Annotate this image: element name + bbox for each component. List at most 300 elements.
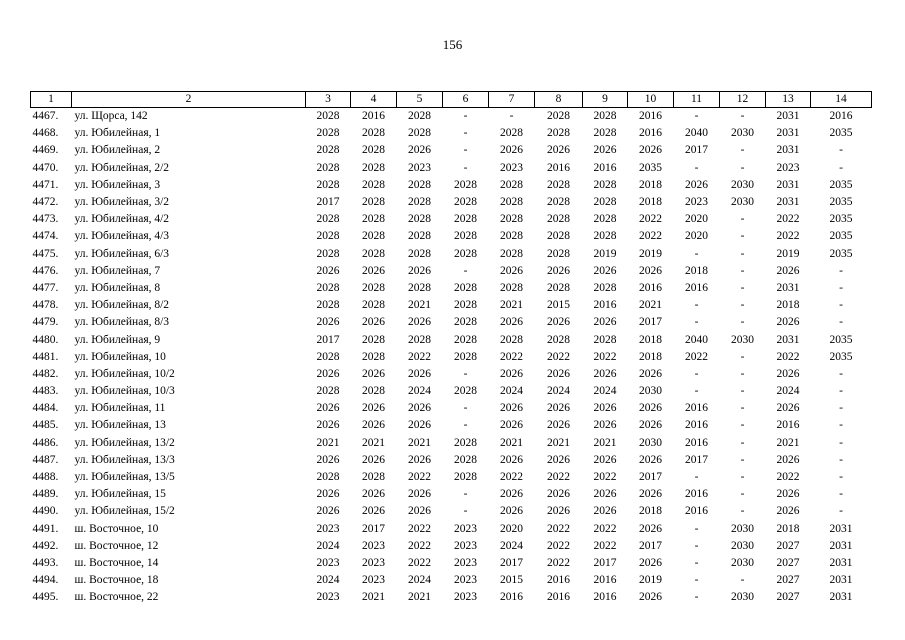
year-cell: 2027 xyxy=(776,556,800,569)
column-header-2: 2 xyxy=(72,92,306,108)
year-cell: 2026 xyxy=(593,402,617,415)
year-cell: 2030 xyxy=(731,591,754,604)
year-cell: - xyxy=(463,505,468,518)
column-header-3: 3 xyxy=(306,92,351,108)
year-cell: 2028 xyxy=(408,110,431,123)
table-row xyxy=(31,314,872,331)
year-cell: - xyxy=(839,264,843,277)
year-cell: 2026 xyxy=(316,402,340,415)
year-cell: - xyxy=(740,110,745,123)
address-cell: ул. Юбилейная, 3/2 xyxy=(74,196,170,209)
row-number: 4486. xyxy=(32,436,59,449)
year-cell: - xyxy=(694,367,699,380)
table-row xyxy=(31,263,872,280)
year-cell: - xyxy=(839,453,843,466)
year-cell: 2015 xyxy=(500,574,523,587)
year-cell: 2026 xyxy=(639,522,662,535)
table-row xyxy=(31,228,872,245)
year-cell: 2035 xyxy=(829,247,853,260)
year-cell: - xyxy=(740,367,745,380)
row-number: 4494. xyxy=(32,574,59,587)
year-cell: - xyxy=(839,316,843,329)
data-table xyxy=(30,91,872,606)
table-row xyxy=(31,125,872,142)
year-cell: 2019 xyxy=(639,574,662,587)
row-number: 4480. xyxy=(32,333,59,346)
year-cell: 2017 xyxy=(639,539,662,552)
year-cell: 2028 xyxy=(362,178,385,191)
year-cell: 2021 xyxy=(408,436,431,449)
year-cell: 2024 xyxy=(500,385,523,398)
year-cell: 2026 xyxy=(500,488,523,501)
year-cell: 2028 xyxy=(362,144,385,157)
year-cell: 2028 xyxy=(316,127,340,140)
year-cell: 2028 xyxy=(408,127,431,140)
year-cell: 2024 xyxy=(408,574,431,587)
year-cell: - xyxy=(694,591,699,604)
column-header-4: 4 xyxy=(351,92,397,108)
year-cell: - xyxy=(694,522,699,535)
year-cell: 2028 xyxy=(593,127,617,140)
year-cell: 2017 xyxy=(685,453,708,466)
year-cell: 2031 xyxy=(776,281,800,294)
table-row xyxy=(31,246,872,263)
row-number: 4495. xyxy=(32,591,59,604)
year-cell: 2021 xyxy=(408,591,431,604)
table-row xyxy=(31,503,872,520)
year-cell: 2028 xyxy=(547,196,570,209)
year-cell: 2028 xyxy=(362,230,385,243)
year-cell: 2035 xyxy=(829,213,853,226)
year-cell: 2023 xyxy=(776,161,800,174)
year-cell: 2026 xyxy=(776,264,800,277)
year-cell: 2024 xyxy=(547,385,570,398)
year-cell: 2026 xyxy=(547,144,570,157)
year-cell: 2022 xyxy=(776,213,800,226)
column-header-1: 1 xyxy=(31,92,72,108)
year-cell: - xyxy=(740,471,745,484)
year-cell: - xyxy=(839,488,843,501)
year-cell: 2028 xyxy=(547,281,570,294)
year-cell: 2016 xyxy=(547,574,570,587)
year-cell: 2031 xyxy=(829,539,853,552)
year-cell: 2028 xyxy=(316,230,340,243)
year-cell: 2022 xyxy=(685,350,708,363)
year-cell: - xyxy=(740,144,745,157)
table-row xyxy=(31,211,872,228)
year-cell: 2017 xyxy=(500,556,523,569)
year-cell: 2026 xyxy=(776,488,800,501)
address-cell: ш. Восточное, 10 xyxy=(74,522,159,535)
table-row xyxy=(31,160,872,177)
year-cell: 2022 xyxy=(408,350,431,363)
year-cell: 2016 xyxy=(639,281,662,294)
year-cell: 2026 xyxy=(639,144,662,157)
year-cell: 2016 xyxy=(500,591,523,604)
year-cell: - xyxy=(740,488,745,501)
year-cell: 2026 xyxy=(639,367,662,380)
year-cell: 2016 xyxy=(593,161,617,174)
year-cell: 2026 xyxy=(776,453,800,466)
year-cell: 2016 xyxy=(593,591,617,604)
year-cell: 2022 xyxy=(776,471,800,484)
year-cell: 2026 xyxy=(408,505,431,518)
year-cell: 2028 xyxy=(500,281,523,294)
year-cell: 2031 xyxy=(829,574,853,587)
address-cell: ул. Юбилейная, 8 xyxy=(74,281,161,294)
year-cell: - xyxy=(839,402,843,415)
year-cell: 2028 xyxy=(362,385,385,398)
year-cell: 2030 xyxy=(639,436,662,449)
year-cell: 2026 xyxy=(316,505,340,518)
year-cell: 2018 xyxy=(639,350,662,363)
year-cell: 2028 xyxy=(454,178,477,191)
table-row xyxy=(31,538,872,555)
year-cell: 2028 xyxy=(454,230,477,243)
year-cell: 2028 xyxy=(500,247,523,260)
year-cell: 2026 xyxy=(776,505,800,518)
year-cell: 2021 xyxy=(500,299,523,312)
year-cell: 2021 xyxy=(547,436,570,449)
year-cell: - xyxy=(839,161,843,174)
table-row xyxy=(31,521,872,538)
year-cell: 2028 xyxy=(316,213,340,226)
year-cell: - xyxy=(463,161,468,174)
table-body xyxy=(31,108,872,607)
address-cell: ул. Юбилейная, 7 xyxy=(74,264,161,277)
year-cell: 2017 xyxy=(685,144,708,157)
year-cell: 2026 xyxy=(593,488,617,501)
row-number: 4488. xyxy=(32,471,59,484)
year-cell: 2035 xyxy=(639,161,662,174)
year-cell: 2028 xyxy=(316,385,340,398)
address-cell: ул. Юбилейная, 2 xyxy=(74,144,161,157)
address-cell: ул. Юбилейная, 11 xyxy=(74,402,166,415)
address-cell: ул. Юбилейная, 15/2 xyxy=(74,505,175,518)
year-cell: 2022 xyxy=(408,539,431,552)
table-row xyxy=(31,572,872,589)
year-cell: 2018 xyxy=(776,522,800,535)
year-cell: 2022 xyxy=(593,471,617,484)
year-cell: 2016 xyxy=(685,419,708,432)
year-cell: - xyxy=(463,264,468,277)
year-cell: 2030 xyxy=(731,127,754,140)
address-cell: ул. Юбилейная, 10/2 xyxy=(74,367,175,380)
year-cell: 2031 xyxy=(829,591,853,604)
address-cell: ш. Восточное, 22 xyxy=(74,591,159,604)
year-cell: 2028 xyxy=(593,110,617,123)
year-cell: 2026 xyxy=(685,178,708,191)
year-cell: 2016 xyxy=(362,110,385,123)
year-cell: 2026 xyxy=(316,367,340,380)
address-cell: ул. Щорса, 142 xyxy=(74,110,148,123)
year-cell: - xyxy=(463,488,468,501)
year-cell: 2022 xyxy=(776,350,800,363)
year-cell: 2028 xyxy=(593,230,617,243)
year-cell: 2026 xyxy=(547,419,570,432)
year-cell: 2017 xyxy=(593,556,617,569)
year-cell: 2026 xyxy=(408,367,431,380)
year-cell: - xyxy=(694,247,699,260)
year-cell: 2026 xyxy=(500,316,523,329)
column-header-8: 8 xyxy=(535,92,583,108)
year-cell: 2016 xyxy=(593,299,617,312)
year-cell: 2026 xyxy=(362,505,385,518)
year-cell: 2015 xyxy=(547,299,570,312)
row-number: 4490. xyxy=(32,505,59,518)
table-row xyxy=(31,486,872,503)
table-row xyxy=(31,280,872,297)
year-cell: - xyxy=(463,419,468,432)
year-cell: 2016 xyxy=(639,127,662,140)
year-cell: 2028 xyxy=(593,213,617,226)
year-cell: 2030 xyxy=(731,539,754,552)
year-cell: 2028 xyxy=(454,385,477,398)
year-cell: 2028 xyxy=(547,178,570,191)
year-cell: 2035 xyxy=(829,230,853,243)
year-cell: 2018 xyxy=(639,333,662,346)
year-cell: 2035 xyxy=(829,127,853,140)
table-row xyxy=(31,383,872,400)
row-number: 4467. xyxy=(32,110,59,123)
year-cell: 2028 xyxy=(316,281,340,294)
year-cell: 2026 xyxy=(362,367,385,380)
year-cell: 2020 xyxy=(685,213,708,226)
row-number: 4492. xyxy=(32,539,59,552)
year-cell: 2028 xyxy=(547,127,570,140)
address-cell: ул. Юбилейная, 4/2 xyxy=(74,213,170,226)
year-cell: 2018 xyxy=(639,505,662,518)
year-cell: 2028 xyxy=(454,453,477,466)
year-cell: 2028 xyxy=(500,333,523,346)
year-cell: - xyxy=(694,110,699,123)
year-cell: 2017 xyxy=(639,471,662,484)
year-cell: 2028 xyxy=(593,196,617,209)
year-cell: 2023 xyxy=(408,161,431,174)
year-cell: 2026 xyxy=(547,505,570,518)
year-cell: 2028 xyxy=(362,213,385,226)
row-number: 4475. xyxy=(32,247,59,260)
year-cell: 2028 xyxy=(316,299,340,312)
year-cell: 2022 xyxy=(408,522,431,535)
year-cell: - xyxy=(694,161,699,174)
table-row xyxy=(31,555,872,572)
table-row xyxy=(31,366,872,383)
address-cell: ул. Юбилейная, 15 xyxy=(74,488,166,501)
year-cell: - xyxy=(694,539,699,552)
address-cell: ш. Восточное, 18 xyxy=(74,574,159,587)
year-cell: - xyxy=(740,299,745,312)
year-cell: - xyxy=(740,453,745,466)
column-header-6: 6 xyxy=(443,92,489,108)
year-cell: - xyxy=(740,419,745,432)
year-cell: 2022 xyxy=(639,230,662,243)
year-cell: - xyxy=(694,574,699,587)
year-cell: 2024 xyxy=(776,385,800,398)
year-cell: 2031 xyxy=(776,333,800,346)
year-cell: 2028 xyxy=(362,281,385,294)
year-cell: - xyxy=(740,230,745,243)
year-cell: 2026 xyxy=(408,419,431,432)
year-cell: 2031 xyxy=(776,196,800,209)
year-cell: 2022 xyxy=(500,350,523,363)
address-cell: ул. Юбилейная, 2/2 xyxy=(74,161,170,174)
year-cell: 2026 xyxy=(408,402,431,415)
address-cell: ул. Юбилейная, 9 xyxy=(74,333,161,346)
year-cell: 2016 xyxy=(685,281,708,294)
year-cell: 2028 xyxy=(316,350,340,363)
year-cell: - xyxy=(694,385,699,398)
year-cell: 2023 xyxy=(454,556,477,569)
year-cell: - xyxy=(463,127,468,140)
row-number: 4491. xyxy=(32,522,59,535)
row-number: 4470. xyxy=(32,161,59,174)
year-cell: 2016 xyxy=(547,591,570,604)
row-number: 4477. xyxy=(32,281,59,294)
year-cell: 2028 xyxy=(408,178,431,191)
year-cell: - xyxy=(740,350,745,363)
year-cell: 2023 xyxy=(316,591,340,604)
year-cell: - xyxy=(839,281,843,294)
year-cell: 2026 xyxy=(362,316,385,329)
year-cell: 2022 xyxy=(547,522,570,535)
year-cell: 2026 xyxy=(316,264,340,277)
year-cell: 2022 xyxy=(547,350,570,363)
year-cell: 2021 xyxy=(593,436,617,449)
year-cell: 2022 xyxy=(408,471,431,484)
year-cell: 2024 xyxy=(316,539,340,552)
year-cell: 2027 xyxy=(776,591,800,604)
table-row xyxy=(31,108,872,126)
year-cell: 2026 xyxy=(362,264,385,277)
year-cell: 2026 xyxy=(639,591,662,604)
year-cell: 2026 xyxy=(362,419,385,432)
column-header-14: 14 xyxy=(811,92,872,108)
year-cell: 2030 xyxy=(731,556,754,569)
year-cell: 2035 xyxy=(829,350,853,363)
year-cell: 2021 xyxy=(408,299,431,312)
year-cell: 2026 xyxy=(500,144,523,157)
year-cell: 2028 xyxy=(362,127,385,140)
year-cell: 2016 xyxy=(829,110,853,123)
year-cell: 2016 xyxy=(685,436,708,449)
year-cell: 2022 xyxy=(500,471,523,484)
year-cell: 2026 xyxy=(547,453,570,466)
year-cell: 2019 xyxy=(639,247,662,260)
year-cell: 2026 xyxy=(500,453,523,466)
year-cell: 2026 xyxy=(500,402,523,415)
row-number: 4484. xyxy=(32,402,59,415)
year-cell: 2026 xyxy=(593,264,617,277)
year-cell: 2026 xyxy=(593,316,617,329)
column-header-5: 5 xyxy=(397,92,443,108)
year-cell: - xyxy=(740,385,745,398)
row-number: 4483. xyxy=(32,385,59,398)
page-number: 156 xyxy=(442,37,463,52)
year-cell: 2026 xyxy=(593,505,617,518)
year-cell: 2028 xyxy=(547,230,570,243)
year-cell: - xyxy=(839,471,843,484)
year-cell: 2030 xyxy=(731,522,754,535)
year-cell: - xyxy=(740,402,745,415)
year-cell: 2028 xyxy=(547,213,570,226)
table-row xyxy=(31,194,872,211)
table-row xyxy=(31,469,872,486)
year-cell: - xyxy=(694,316,699,329)
address-cell: ул. Юбилейная, 13 xyxy=(74,419,166,432)
year-cell: 2026 xyxy=(316,419,340,432)
address-cell: ул. Юбилейная, 13/3 xyxy=(74,453,175,466)
year-cell: 2021 xyxy=(776,436,800,449)
year-cell: 2026 xyxy=(639,264,662,277)
year-cell: 2028 xyxy=(408,333,431,346)
year-cell: - xyxy=(839,367,843,380)
year-cell: 2021 xyxy=(362,591,385,604)
year-cell: - xyxy=(694,471,699,484)
year-cell: 2031 xyxy=(776,127,800,140)
row-number: 4487. xyxy=(32,453,59,466)
year-cell: 2026 xyxy=(500,264,523,277)
year-cell: 2017 xyxy=(316,333,340,346)
table-row xyxy=(31,417,872,434)
year-cell: 2035 xyxy=(829,196,853,209)
address-cell: ш. Восточное, 12 xyxy=(74,539,159,552)
year-cell: 2028 xyxy=(454,316,477,329)
row-number: 4482. xyxy=(32,367,59,380)
year-cell: 2028 xyxy=(362,350,385,363)
year-cell: 2026 xyxy=(547,316,570,329)
year-cell: 2016 xyxy=(685,505,708,518)
year-cell: - xyxy=(740,574,745,587)
year-cell: 2026 xyxy=(547,488,570,501)
year-cell: 2028 xyxy=(316,471,340,484)
year-cell: 2028 xyxy=(408,213,431,226)
column-header-10: 10 xyxy=(628,92,674,108)
row-number: 4485. xyxy=(32,419,59,432)
year-cell: 2026 xyxy=(408,264,431,277)
year-cell: 2024 xyxy=(593,385,617,398)
year-cell: 2016 xyxy=(776,419,800,432)
year-cell: 2020 xyxy=(685,230,708,243)
year-cell: 2030 xyxy=(639,385,662,398)
year-cell: 2021 xyxy=(362,436,385,449)
year-cell: 2023 xyxy=(454,574,477,587)
year-cell: 2026 xyxy=(547,402,570,415)
year-cell: 2028 xyxy=(454,299,477,312)
address-cell: ул. Юбилейная, 13/2 xyxy=(74,436,175,449)
table-row xyxy=(31,177,872,194)
year-cell: - xyxy=(740,505,745,518)
table-row xyxy=(31,297,872,314)
year-cell: 2016 xyxy=(639,110,662,123)
year-cell: 2026 xyxy=(776,402,800,415)
row-number: 4493. xyxy=(32,556,59,569)
year-cell: 2031 xyxy=(829,522,853,535)
address-cell: ул. Юбилейная, 1 xyxy=(74,127,161,140)
year-cell: 2026 xyxy=(408,488,431,501)
year-cell: 2018 xyxy=(776,299,800,312)
row-number: 4479. xyxy=(32,316,59,329)
year-cell: 2022 xyxy=(593,522,617,535)
year-cell: 2026 xyxy=(639,453,662,466)
address-cell: ул. Юбилейная, 4/3 xyxy=(74,230,170,243)
year-cell: 2026 xyxy=(362,488,385,501)
year-cell: 2022 xyxy=(547,556,570,569)
column-header-9: 9 xyxy=(583,92,628,108)
row-number: 4469. xyxy=(32,144,59,157)
row-number: 4472. xyxy=(32,196,59,209)
year-cell: 2026 xyxy=(408,144,431,157)
